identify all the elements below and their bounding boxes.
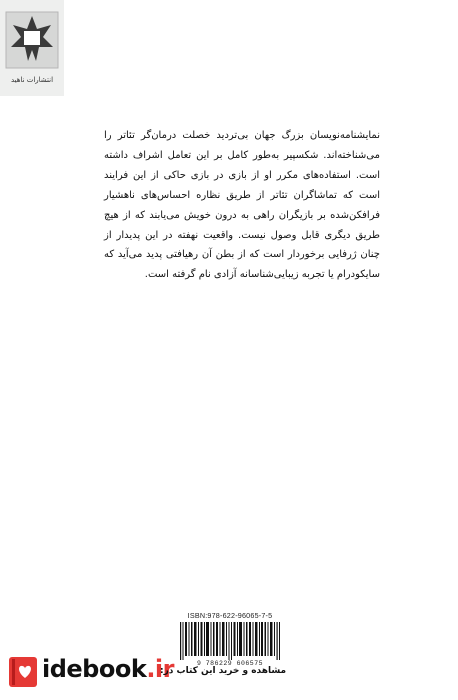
- star-in-square-logo: [4, 10, 60, 70]
- book-heart-icon: [8, 656, 38, 688]
- watermark-caption: مشاهده و خرید این کتاب در:: [160, 666, 287, 676]
- publisher-logo-panel: [0, 0, 64, 96]
- barcode-number: 9 786229 606575: [196, 660, 263, 667]
- back-cover-paragraph: نمایشنامه‌نویسان بزرگ جهان بی‌تردید خصلت درمان‌گر تئاتر را می‌شناخته‌اند. شکسپیر به‌طور کامل بر این تعامل اشراف داشته است. استفاده‌های مکرر او از بازی در بازی حاکی از این فرایند است که تماشاگران تئاتر از طریق نظاره احساس‌های ناهشیار فرافکن‌شده بر بازیگران راهی به درون خویش می‌یابند که از هیچ طریق دیگری قابل وصول نیست. واقعیت نهفته در این پدیدار از چنان ژرفایی برخوردار است که از بطن آن رهیافتی پدید می‌آید که سایکودرام یا تجربه زیبایی‌شناسانه آزادی نام گرفته است.: [104, 130, 380, 281]
- isbn-barcode: [178, 622, 282, 660]
- watermark-brand-main: idebook: [42, 655, 147, 683]
- watermark-brand: [42, 655, 174, 683]
- watermark-brand-tld: .ir: [146, 655, 174, 683]
- isbn-label: ISBN:978-622-96065-7-5: [187, 611, 273, 620]
- publisher-name: انتشارات ناهید: [10, 76, 54, 84]
